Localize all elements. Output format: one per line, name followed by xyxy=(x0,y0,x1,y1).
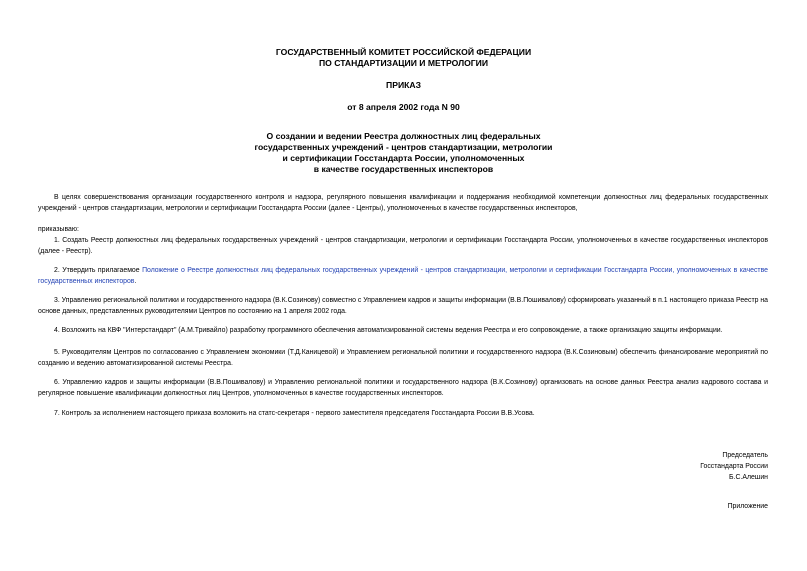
signature-title: Председатель xyxy=(722,452,768,459)
order-item-2 xyxy=(38,266,768,288)
organization-name xyxy=(0,47,807,69)
title-line-2: государственных учреждений - центров стандартизации, метрологии xyxy=(254,142,553,152)
document-type: ПРИКАЗ xyxy=(386,80,421,90)
title-line-1: О создании и ведении Реестра должностных лиц федеральных xyxy=(266,131,541,141)
regulation-link[interactable]: Положение о Реестре должностных лиц федеральных государственных учреждений - центров стандартизации, метрологии и сертификации Госстандарта России, уполномоченных в качестве государственных инспекторов xyxy=(38,267,768,285)
item-2-suffix: . xyxy=(134,277,137,285)
document-title xyxy=(0,131,807,175)
order-item-3: 3. Управлению региональной политики и государственного надзора (В.К.Созинову) совместно с Управлением кадров и защиты информации (В.В.Пошивалову) сформировать указанный в п.1 настоящего приказа Реестр на основе данных, представленных руководителями Центров по состоянию на 1 апреля 2002 года. xyxy=(38,297,768,315)
title-line-4: в качестве государственных инспекторов xyxy=(313,164,494,174)
order-item-4: 4. Возложить на КВФ "Интерстандарт" (А.М.Тривайло) разработку программного обеспечения автоматизированной системы ведения Реестра и его сопровождение, а также организацию защиты информации. xyxy=(54,327,723,334)
order-item-5: 5. Руководителям Центров по согласованию с Управлением экономики (Т.Д.Каницевой) и Управлением региональной политики и государственного надзора (В.К.Созиновым) обеспечить финансирование мероприятий по созданию и ведению автоматизированной системы Реестра. xyxy=(38,349,768,367)
org-line-1: ГОСУДАРСТВЕННЫЙ КОМИТЕТ РОССИЙСКОЙ ФЕДЕРАЦИИ xyxy=(275,47,532,57)
order-item-7: 7. Контроль за исполнением настоящего приказа возложить на статс-секретаря - первого заместителя председателя Госстандарта России В.В.Усова. xyxy=(54,410,535,417)
preamble-paragraph: В целях совершенствования организации государственного контроля и надзора, регулярного повышения квалификации и поддержания необходимой компетенции должностных лиц федеральных государственных учреждений - центров стандартизации, метрологии и сертификации Госстандарта России (далее - Центры), уполномоченных в качестве государственных инспекторов, xyxy=(38,194,768,212)
org-line-2: ПО СТАНДАРТИЗАЦИИ И МЕТРОЛОГИИ xyxy=(318,58,489,68)
order-item-1: 1. Создать Реестр должностных лиц федеральных государственных учреждений - центров стандартизации, метрологии и сертификации Госстандарта России, уполномоченных в качестве государственных инспекторов (далее - Реестр). xyxy=(38,237,768,255)
appendix-label: Приложение xyxy=(727,503,768,510)
order-word: приказываю: xyxy=(38,226,79,233)
date-number: от 8 апреля 2002 года N 90 xyxy=(347,102,460,112)
signature-block xyxy=(700,451,768,483)
item-2-prefix: 2. Утвердить прилагаемое xyxy=(54,267,143,274)
order-item-6: 6. Управлению кадров и защиты информации (В.В.Пошивалову) и Управлению региональной политики и государственного надзора (В.К.Созинову) организовать на основе данных Реестра анализ кадрового состава и регулярное повышение квалификации должностных лиц Центров, уполномоченных в качестве государственных инспекторов. xyxy=(38,379,768,397)
title-line-3: и сертификации Госстандарта России, уполномоченных xyxy=(282,153,525,163)
signature-name: Б.С.Алешин xyxy=(729,473,768,481)
signature-organization: Госстандарта России xyxy=(700,462,768,470)
